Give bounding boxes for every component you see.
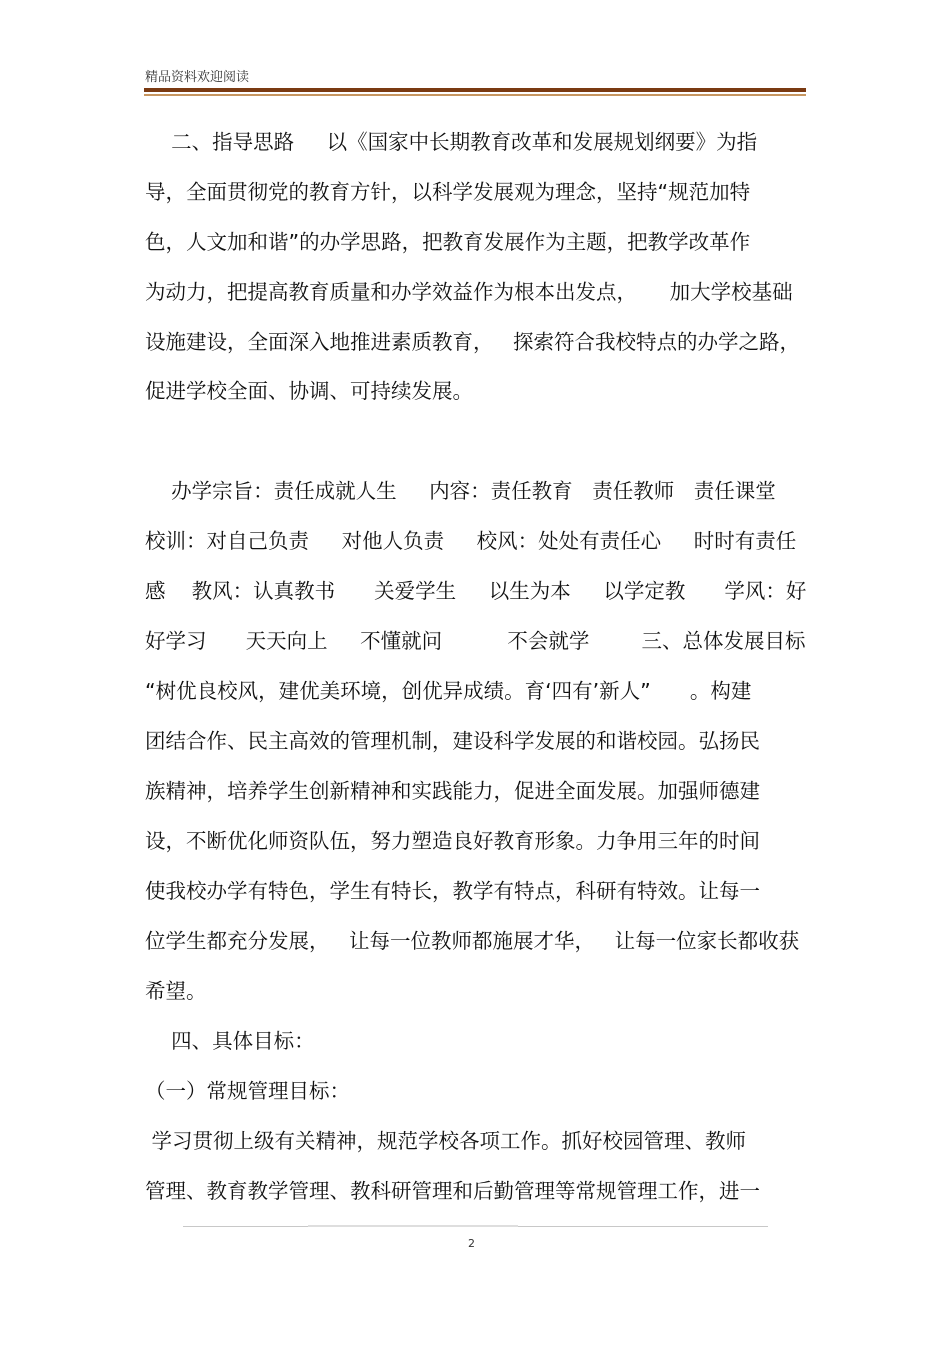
body-line: 校训：对自己负责 对他人负责 校风：处处有责任心 时时有责任 <box>145 529 797 553</box>
body-line: 团结合作、民主高效的管理机制，建设科学发展的和谐校园。弘扬民 <box>145 729 760 753</box>
subsection-heading: （一）常规管理目标： <box>145 1079 350 1103</box>
body-line: 二、指导思路 以《国家中长期教育改革和发展规划纲要》为指 <box>145 130 758 154</box>
body-line: 学习贯彻上级有关精神，规范学校各项工作。抓好校园管理、教师 <box>145 1129 747 1153</box>
body-line: “树优良校风，建优美环境，创优异成绩。育‘四有’新人” 。构建 <box>145 679 752 703</box>
body-line: 设施建设，全面深入地推进素质教育， 探索符合我校特点的办学之路， <box>145 330 801 354</box>
body-line: 设，不断优化师资队伍，努力塑造良好教育形象。力争用三年的时间 <box>145 829 760 853</box>
body-line: 使我校办学有特色，学生有特长，教学有特点，科研有特效。让每一 <box>145 879 760 903</box>
body-line: 促进学校全面、协调、可持续发展。 <box>145 379 473 403</box>
header-divider-dark <box>144 88 806 92</box>
body-line: 导，全面贯彻党的教育方针，以科学发展观为理念，坚持“规范加特 <box>145 180 751 204</box>
header-divider-light <box>144 94 806 96</box>
body-line: 位学生都充分发展， 让每一位教师都施展才华， 让每一位家长都收获 <box>145 929 800 953</box>
footer-divider-shadow <box>308 1225 518 1227</box>
page-number: 2 <box>468 1237 475 1250</box>
body-line: 为动力，把提高教育质量和办学效益作为根本出发点， 加大学校基础 <box>145 280 793 304</box>
body-line: 色，人文加和谐”的办学思路，把教育发展作为主题，把教学改革作 <box>145 230 751 254</box>
body-line: 感 教风：认真教书 关爱学生 以生为本 以学定教 学风：好 <box>145 579 807 603</box>
body-line: 好学习 天天向上 不懂就问 不会就学 三、总体发展目标 <box>145 629 806 653</box>
body-line: 族精神，培养学生创新精神和实践能力，促进全面发展。加强师德建 <box>145 779 760 803</box>
body-line: 办学宗旨：责任成就人生 内容：责任教育 责任教师 责任课堂 <box>145 479 776 503</box>
page-header-label: 精品资料欢迎阅读 <box>145 70 250 85</box>
body-line: 管理、教育教学管理、教科研管理和后勤管理等常规管理工作，进一 <box>145 1179 760 1203</box>
body-line: 希望。 <box>145 979 207 1003</box>
section-heading: 四、具体目标： <box>145 1029 315 1053</box>
